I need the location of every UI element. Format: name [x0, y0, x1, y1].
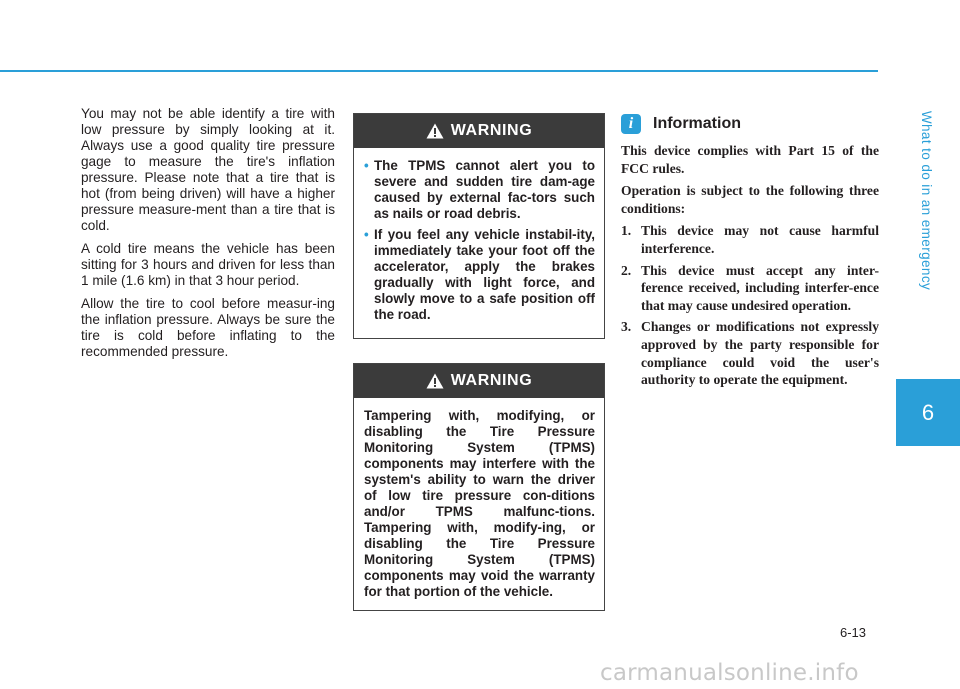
- information-heading: [621, 114, 879, 134]
- list-item-number: 3.: [621, 319, 632, 335]
- information-section: [621, 114, 879, 393]
- chapter-tab: [896, 379, 960, 446]
- warning-bullet: [364, 158, 595, 222]
- warning-bullet-text: The TPMS cannot alert you to severe and sudden tire dam-age caused by external fac-tors such as nails or road debris.: [374, 158, 595, 221]
- warning-box-tpms-limits: [353, 113, 605, 339]
- list-item-text: Changes or modifications not expressly approved by the party responsible for compliance could void the user's authority to operate the equipment.: [641, 319, 879, 388]
- information-paragraph: Operation is subject to the following three conditions:: [621, 183, 879, 216]
- info-icon: i: [621, 114, 641, 134]
- information-paragraph: This device complies with Part 15 of the FCC rules.: [621, 143, 879, 176]
- warning-triangle-icon: [426, 373, 444, 389]
- bullet-dot-icon: •: [364, 227, 369, 242]
- paragraph-cold-tire: A cold tire means the vehicle has been sitting for 3 hours and driven for less than 1 mile (1.6 km) in that 3 hour period.: [81, 241, 335, 288]
- warning-title: WARNING: [450, 122, 533, 139]
- paragraph-tire-identification: You may not be able identify a tire with low pressure by simply looking at it. Always use a good quality tire pressure gage to measure the tire's inflation pressure. Please note that a tire that is hot (from being driven) will have a higher pressure measure-ment than a tire that is cold.: [81, 106, 335, 233]
- list-item-number: 2.: [621, 262, 632, 278]
- list-item: [621, 262, 879, 315]
- warning-triangle-icon: [426, 123, 444, 139]
- header-rule: [0, 70, 878, 72]
- warning-bullet-text: If you feel any vehicle instabil-ity, immediately take your foot off the accelerator, apply the brakes gradually with light force, and slowly move to a safe position off the road.: [374, 227, 595, 322]
- watermark: carmanualsonline.info: [600, 660, 859, 686]
- page-number: 6-13: [840, 625, 867, 640]
- list-item-text: This device must accept any inter-ference received, including interfer-ence that may cause undesired operation.: [641, 262, 879, 313]
- list-item-number: 1.: [621, 223, 632, 239]
- warning-box-tpms-tampering: [353, 363, 605, 611]
- warning-header: [354, 114, 604, 148]
- warning-body: [354, 148, 604, 338]
- warning-bullet: [364, 227, 595, 323]
- list-item-text: This device may not cause harmful interference.: [641, 223, 879, 256]
- information-title: Information: [653, 115, 741, 133]
- section-title-vertical: [917, 20, 937, 380]
- warning-title: WARNING: [450, 372, 533, 389]
- list-item: [621, 222, 879, 257]
- warning-body: Tampering with, modifying, or disabling the Tire Pressure Monitoring System (TPMS) components may interfere with the system's ability to warn the driver of low tire pressure con-ditions and/or TPMS malfunc-tions. Tampering with, modify-ing, or disabling the Tire Pressure Monitoring System (TPMS) components may void the warranty for that portion of the vehicle.: [364, 408, 595, 599]
- warning-header: [354, 364, 604, 398]
- list-item: [621, 318, 879, 388]
- section-title-text: What to do in an emergency: [919, 110, 935, 290]
- bullet-dot-icon: •: [364, 158, 369, 173]
- paragraph-cool-before-measuring: Allow the tire to cool before measur-ing the inflation pressure. Always be sure the tire is cold before inflating to the recommended pressure.: [81, 296, 335, 359]
- body-column-left: [81, 106, 335, 367]
- conditions-list: [621, 222, 879, 388]
- chapter-number: 6: [921, 399, 935, 425]
